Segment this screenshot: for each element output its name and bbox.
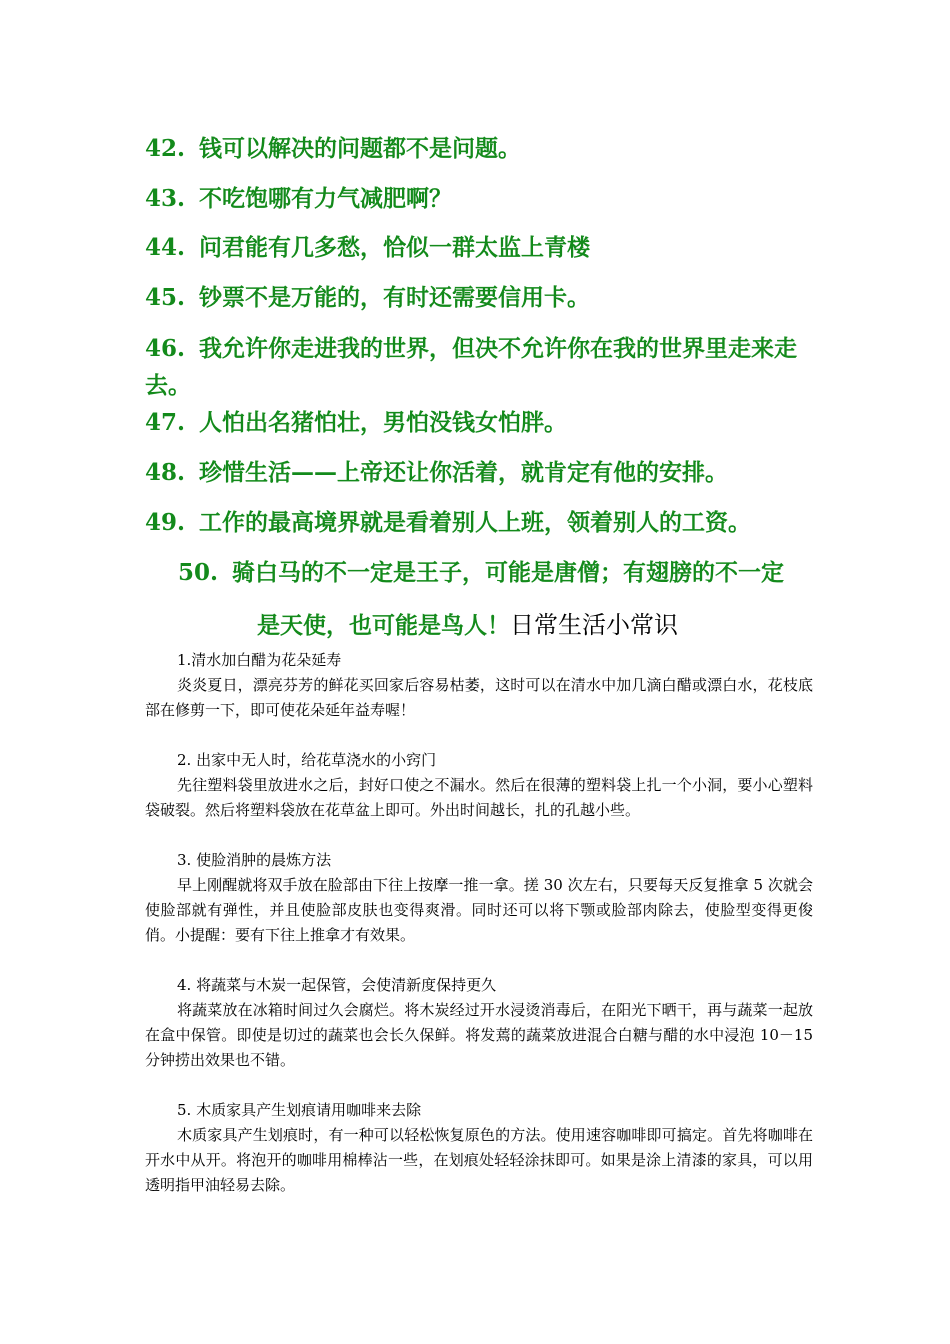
quote-text: 钞票不是万能的，有时还需要信用卡。 [199, 284, 590, 311]
quote-number: 50. [178, 559, 219, 586]
tip-body: 木质家具产生划痕时，有一种可以轻松恢复原色的方法。使用速容咖啡即可搞定。首先将咖啡在开水中从开。将泡开的咖啡用棉棒沾一些，在划痕处轻轻涂抹即可。如果是涂上清漆的家具，可以用透明指甲油轻易去除。 [145, 1126, 813, 1194]
quote-item [145, 330, 810, 404]
quote-number: 42. [145, 135, 186, 162]
tip-body: 将蔬菜放在冰箱时间过久会腐烂。将木炭经过开水浸烫消毒后，在阳光下晒干，再与蔬菜一起放在盒中保管。即使是切过的蔬菜也会长久保鲜。将发蔫的蔬菜放进混合白糖与醋的水中浸泡 10－15 分钟捞出效果也不错。 [145, 1001, 813, 1069]
quote-text: 我允许你走进我的世界，但决不允许你在我的世界里走来走去。 [145, 335, 797, 399]
quote-text: 骑白马的不一定是王子，可能是唐僧；有翅膀的不一定 [232, 559, 784, 586]
tip-item [145, 1098, 813, 1198]
tip-body: 先往塑料袋里放进水之后，封好口使之不漏水。然后在很薄的塑料袋上扎一个小洞，要小心塑料袋破裂。然后将塑料袋放在花草盆上即可。外出时间越长，扎的孔越小些。 [145, 776, 813, 819]
tip-item [145, 973, 813, 1073]
quote-line [178, 555, 784, 591]
quote-text: 不吃饱哪有力气减肥啊？ [199, 185, 452, 212]
quote-text: 工作的最高境界就是看着别人上班，领着别人的工资。 [199, 509, 751, 536]
quote-number: 46. [145, 335, 186, 362]
quote-item [145, 405, 810, 441]
quote-item [145, 505, 810, 541]
quote-number: 49. [145, 509, 186, 536]
quote-text: 问君能有几多愁，恰似一群太监上青楼 [199, 234, 590, 261]
quote-text: 珍惜生活——上帝还让你活着，就肯定有他的安排。 [199, 459, 728, 486]
quote-item [145, 131, 810, 167]
tip-title: 2. 出家中无人时，给花草浇水的小窍门 [177, 751, 437, 769]
quote-number: 48. [145, 459, 186, 486]
quote-text: 钱可以解决的问题都不是问题。 [199, 135, 521, 162]
quote-number: 45. [145, 284, 186, 311]
tip-body: 炎炎夏日，漂亮芬芳的鲜花买回家后容易枯萎，这时可以在清水中加几滴白醋或漂白水，花枝底部在修剪一下，即可使花朵延年益寿喔！ [145, 676, 813, 719]
quote-number: 43. [145, 185, 186, 212]
tip-item [145, 848, 813, 948]
tip-item [145, 748, 813, 823]
tips-section [145, 648, 813, 1223]
tip-title: 1.清水加白醋为花朵延寿 [177, 651, 342, 669]
quote-item [145, 181, 810, 217]
tip-body: 早上刚醒就将双手放在脸部由下往上按摩一推一拿。搓 30 次左右，只要每天反复推拿 5 次就会使脸部就有弹性，并且使脸部皮肤也变得爽滑。同时还可以将下颚或脸部肉除去，使脸型变得更俊俏。小提醒：要有下往上推拿才有效果。 [145, 876, 813, 944]
quote-item [145, 455, 810, 491]
quote-item [145, 230, 810, 266]
tip-title: 3. 使脸消肿的晨炼方法 [177, 851, 332, 869]
section-title: 日常生活小常识 [510, 611, 678, 639]
quote-line [257, 607, 678, 644]
quote-text: 人怕出名猪怕壮，男怕没钱女怕胖。 [199, 409, 567, 436]
tip-item [145, 648, 813, 723]
quote-number: 47. [145, 409, 186, 436]
quote-number: 44. [145, 234, 186, 261]
tip-title: 5. 木质家具产生划痕请用咖啡来去除 [177, 1101, 422, 1119]
tip-title: 4. 将蔬菜与木炭一起保管，会使清新度保持更久 [177, 976, 497, 994]
quote-item [145, 280, 810, 316]
quote-text: 是天使，也可能是鸟人！ [257, 612, 510, 639]
